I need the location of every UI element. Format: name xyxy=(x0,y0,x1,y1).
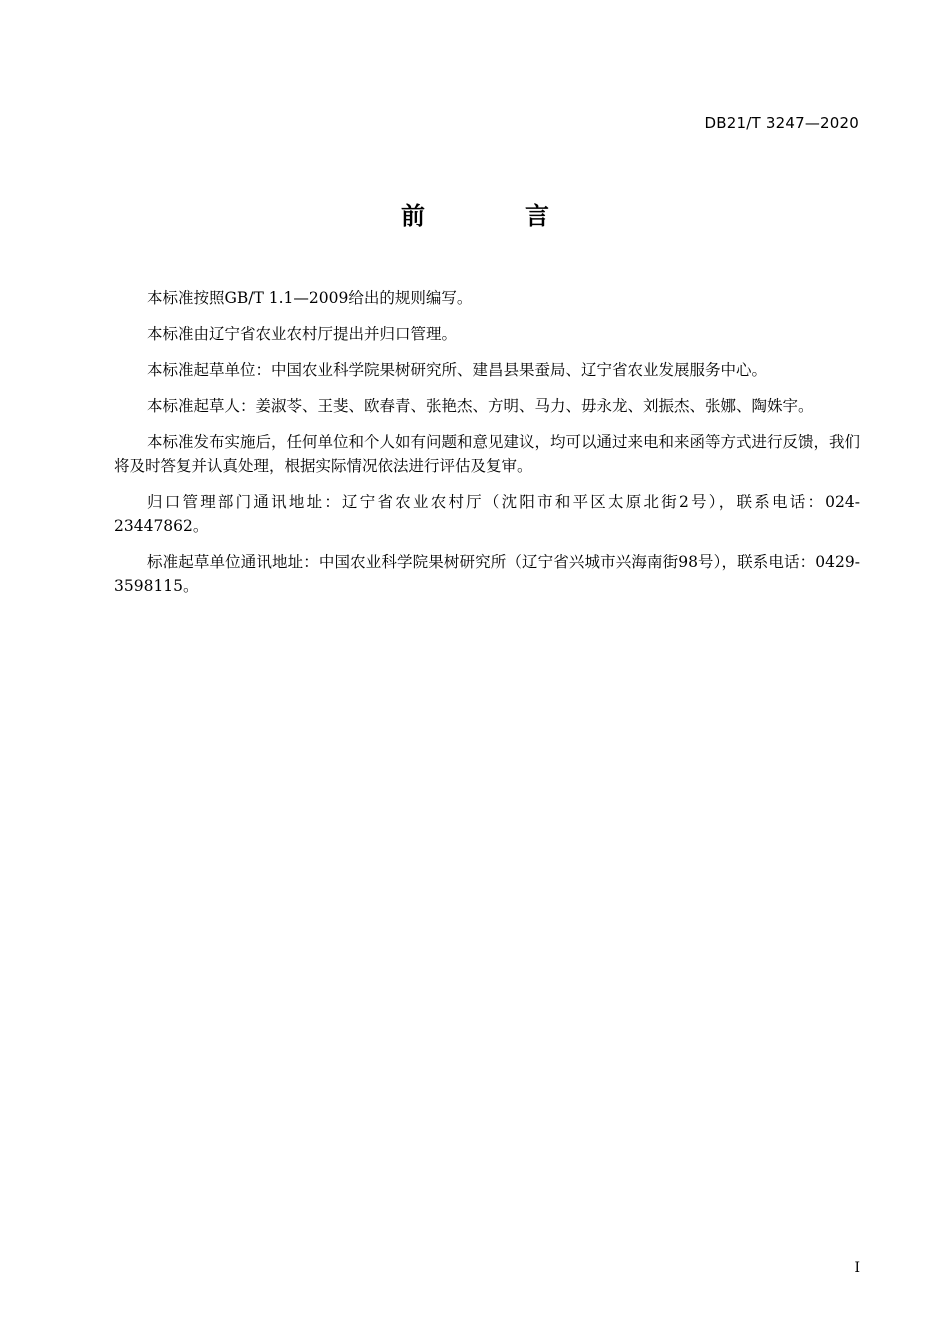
foreword-body xyxy=(114,286,860,610)
paragraph-feedback: 本标准发布实施后，任何单位和个人如有问题和意见建议，均可以通过来电和来函等方式进行反馈，我们将及时答复并认真处理，根据实际情况依法进行评估及复审。 xyxy=(114,433,861,475)
page-title: 前 言 xyxy=(401,202,587,230)
paragraph-drafters: 本标准起草人：姜淑苓、王斐、欧春青、张艳杰、方明、马力、毋永龙、刘振杰、张娜、陶姝宇。 xyxy=(147,397,814,415)
paragraph-drafting-unit-contact: 标准起草单位通讯地址：中国农业科学院果树研究所（辽宁省兴城市兴海南街98号），联系电话：0429-3598115。 xyxy=(114,553,860,595)
paragraph-drafting-units: 本标准起草单位：中国农业科学院果树研究所、建昌县果蚕局、辽宁省农业发展服务中心。 xyxy=(147,361,768,379)
paragraph-drafting-rules: 本标准按照GB/T 1.1—2009给出的规则编写。 xyxy=(147,289,473,307)
document-code: DB21/T 3247—2020 xyxy=(704,114,859,132)
page-number: I xyxy=(854,1260,860,1276)
paragraph-management-contact: 归口管理部门通讯地址：辽宁省农业农村厅（沈阳市和平区太原北街2号），联系电话：024-23447862。 xyxy=(114,493,860,535)
paragraph-proposer: 本标准由辽宁省农业农村厅提出并归口管理。 xyxy=(147,325,458,343)
